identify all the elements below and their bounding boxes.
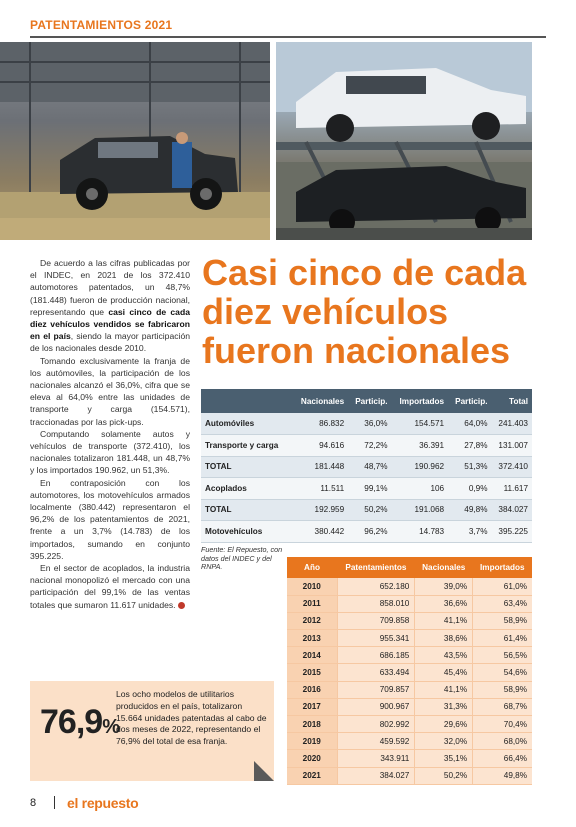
year-cell: 2013 [287, 630, 337, 647]
table-cell: 154.571 [392, 413, 449, 435]
table-cell: Transporte y carga [201, 435, 293, 457]
table-cell: Automóviles [201, 413, 293, 435]
column-header: Particip. [448, 389, 491, 413]
table-row [287, 750, 532, 767]
table-cell: 190.962 [392, 456, 449, 478]
table-cell: 58,9% [473, 681, 532, 698]
table-cell: 64,0% [448, 413, 491, 435]
paragraph-text: , siendo la mayor participación de los nacionales desde 2010. [30, 331, 191, 354]
table-cell: 51,3% [448, 456, 491, 478]
table-row [201, 435, 532, 457]
table-cell: 900.967 [337, 698, 415, 715]
table-row [287, 716, 532, 733]
table-row [287, 733, 532, 750]
table-cell: 50,2% [348, 499, 391, 521]
table-cell: 54,6% [473, 664, 532, 681]
page-fold-icon [254, 761, 274, 781]
table-cell: 955.341 [337, 630, 415, 647]
table-row [201, 413, 532, 435]
paragraph-emphasis: casi cinco de cada diez vehículos vendidos se fabricaron en el país [30, 306, 190, 342]
table-cell: 49,8% [448, 499, 491, 521]
table-cell: 106 [392, 478, 449, 500]
table-cell: 50,2% [415, 767, 473, 784]
article-body [30, 257, 190, 611]
paragraph: En contraposición con los automotores, los motovehículos armados localmente (380.442) representaron el 96,2% de los patentamientos de 2021, frente a un 3,7% (14.783) de los importados, sumando en conjunto 395.225. [30, 477, 190, 561]
table-row [201, 478, 532, 500]
end-mark-icon [178, 602, 185, 609]
table-cell: 709.857 [337, 681, 415, 698]
table-row [287, 767, 532, 784]
table-cell: 29,6% [415, 716, 473, 733]
table-cell: 43,5% [415, 647, 473, 664]
paragraph [30, 562, 190, 611]
table-cell: 48,7% [348, 456, 391, 478]
year-cell: 2014 [287, 647, 337, 664]
yearly-table [287, 557, 532, 785]
column-header [201, 389, 293, 413]
table-header-row [201, 389, 532, 413]
table-cell: 70,4% [473, 716, 532, 733]
table-cell: Motovehículos [201, 521, 293, 543]
headline: Casi cinco de cada diez vehículos fueron nacionales [202, 252, 527, 371]
year-cell: 2015 [287, 664, 337, 681]
table-cell: 36,0% [348, 413, 391, 435]
table-row [201, 499, 532, 521]
year-cell: 2011 [287, 595, 337, 612]
brand-logo-part: el [67, 795, 82, 811]
table-cell: 96,2% [348, 521, 391, 543]
table-cell: 372.410 [491, 456, 532, 478]
column-header: Nacionales [293, 389, 348, 413]
car-carrier-photo [276, 42, 532, 240]
footer-divider [54, 796, 55, 809]
table-cell: 459.592 [337, 733, 415, 750]
table-cell: 11.511 [293, 478, 348, 500]
table-cell: 72,2% [348, 435, 391, 457]
section-title: PATENTAMIENTOS 2021 [30, 18, 173, 32]
table-cell: 11.617 [491, 478, 532, 500]
table-cell: 686.185 [337, 647, 415, 664]
hero-photos [0, 42, 576, 240]
table-cell: 395.225 [491, 521, 532, 543]
table-cell: 380.442 [293, 521, 348, 543]
year-cell: 2020 [287, 750, 337, 767]
header-rule [30, 36, 546, 38]
table-cell: 45,4% [415, 664, 473, 681]
table-cell: 0,9% [448, 478, 491, 500]
table-cell: 35,1% [415, 750, 473, 767]
table-cell: 14.783 [392, 521, 449, 543]
table-row [287, 647, 532, 664]
table-cell: 61,0% [473, 578, 532, 595]
table-cell: 192.959 [293, 499, 348, 521]
year-cell: 2019 [287, 733, 337, 750]
factory-illustration [0, 42, 270, 240]
table-cell: 66,4% [473, 750, 532, 767]
table-row [287, 595, 532, 612]
table-cell: 343.911 [337, 750, 415, 767]
table-cell: 709.858 [337, 612, 415, 629]
table-row [287, 612, 532, 629]
table-cell: 99,1% [348, 478, 391, 500]
page-number: 8 [30, 797, 37, 809]
paragraph-text: De acuerdo a las cifras publicadas por el INDEC, en 2021 de los 372.410 automotores patentados, un 48,7% (181.448) fueron de producción nacional, representando que [30, 258, 190, 317]
year-cell: 2010 [287, 578, 337, 595]
table-cell: 41,1% [415, 681, 473, 698]
table-cell: 39,0% [415, 578, 473, 595]
table-row [201, 521, 532, 543]
column-header: Patentamientos [337, 557, 415, 578]
table-cell: 94.616 [293, 435, 348, 457]
table-cell: 27,8% [448, 435, 491, 457]
table-cell: 181.448 [293, 456, 348, 478]
year-cell: 2021 [287, 767, 337, 784]
table-cell: 36,6% [415, 595, 473, 612]
table-header-row [287, 557, 532, 578]
table-cell: TOTAL [201, 499, 293, 521]
table-row [287, 630, 532, 647]
table-cell: 86.832 [293, 413, 348, 435]
column-header: Importados [473, 557, 532, 578]
table-cell: 38,6% [415, 630, 473, 647]
paragraph: Tomando exclusivamente la franja de los autómoviles, la participación de los nacionales alcanzó el 36,0%, cifra que se eleva al 64,0% entre las unidades de transporte y carga (154.571), traccionadas por las pick-ups. [30, 355, 190, 427]
table-cell: 191.068 [392, 499, 449, 521]
table-cell: 32,0% [415, 733, 473, 750]
table-cell: 652.180 [337, 578, 415, 595]
table-row [287, 664, 532, 681]
table-cell: 63,4% [473, 595, 532, 612]
table-cell: 384.027 [491, 499, 532, 521]
factory-photo [0, 42, 270, 240]
brand-logo-part: repuesto [81, 795, 139, 811]
table-cell: 36.391 [392, 435, 449, 457]
column-header: Particip. [348, 389, 391, 413]
table-cell: 633.494 [337, 664, 415, 681]
table-cell: Acoplados [201, 478, 293, 500]
table-cell: 31,3% [415, 698, 473, 715]
highlight-box [30, 681, 274, 781]
paragraph: Computando solamente autos y vehículos de transporte (372.410), los nacionales totalizaron 181.448, un 48,7% y los importados 190.962, un 51,3%. [30, 428, 190, 476]
table-row [287, 698, 532, 715]
table-row [287, 578, 532, 595]
year-cell: 2012 [287, 612, 337, 629]
table-cell: 384.027 [337, 767, 415, 784]
table-cell: 802.992 [337, 716, 415, 733]
table-cell: 58,9% [473, 612, 532, 629]
table-cell: 858.010 [337, 595, 415, 612]
source-note: Fuente: El Repuesto, con datos del INDEC y del RNPA. [201, 545, 283, 572]
vehicles-table [201, 389, 532, 543]
column-header: Año [287, 557, 337, 578]
column-header: Nacionales [415, 557, 473, 578]
yearly-table-body [287, 578, 532, 784]
table-row [201, 456, 532, 478]
table-cell: 68,7% [473, 698, 532, 715]
table-cell: 3,7% [448, 521, 491, 543]
year-cell: 2018 [287, 716, 337, 733]
car-carrier-illustration [276, 42, 532, 240]
table-cell: 241.403 [491, 413, 532, 435]
table-row [287, 681, 532, 698]
stat-number: 76,9 [40, 703, 103, 741]
table-cell: 41,1% [415, 612, 473, 629]
table-cell: 61,4% [473, 630, 532, 647]
table-cell: TOTAL [201, 456, 293, 478]
table-cell: 131.007 [491, 435, 532, 457]
table-cell: 56,5% [473, 647, 532, 664]
table-cell: 49,8% [473, 767, 532, 784]
highlight-text: Los ocho modelos de utilitarios producidos en el país, totalizaron 15.664 unidades patentadas al cabo de dos meses de 2022, representando el 76,9% del total de esa franja. [116, 689, 267, 747]
paragraph [30, 257, 190, 355]
brand-logo [67, 795, 138, 811]
column-header: Total [491, 389, 532, 413]
year-cell: 2016 [287, 681, 337, 698]
column-header: Importados [392, 389, 449, 413]
stat-unit: % [102, 716, 119, 738]
paragraph-text: En el sector de acoplados, la industria nacional monopolizó el mercado con una participación del 99,1% de las ventas totales que sumaron 11.617 unidades. [30, 563, 190, 610]
highlight-stat [40, 703, 119, 742]
year-cell: 2017 [287, 698, 337, 715]
table-cell: 68,0% [473, 733, 532, 750]
